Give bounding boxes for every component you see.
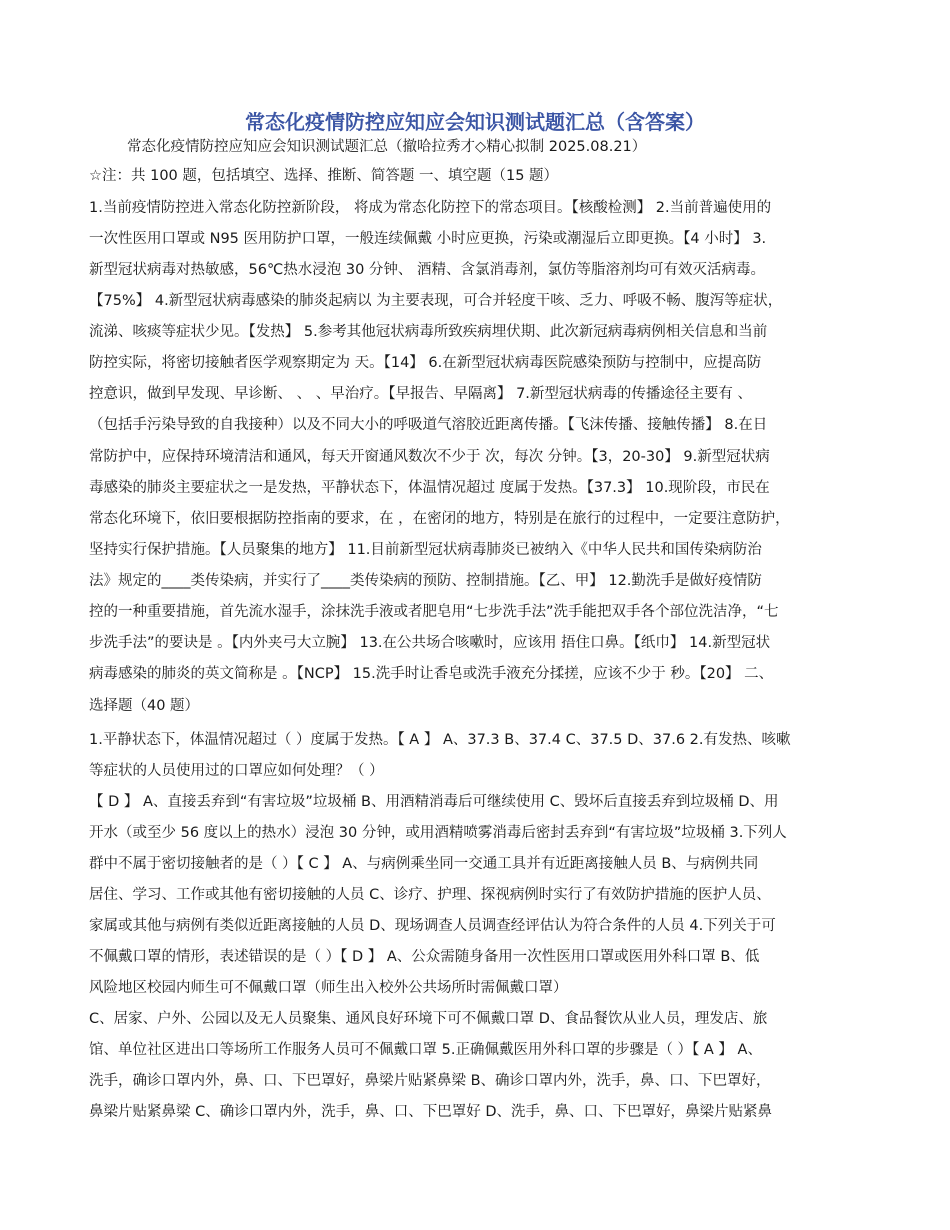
- text-line: 防控实际，将密切接触者医学观察期定为 天。【14】 6.在新型冠状病毒医院感染预防与控制中，应提高防: [89, 355, 762, 371]
- document-subtitle: 常态化疫情防控应知应会知识测试题汇总（撤哈拉秀才◇精心拟制 2025.08.21）: [127, 139, 647, 155]
- text-line: 鼻梁片贴紧鼻梁 C、确诊口罩内外，洗手，鼻、口、下巴罩好 D、洗手，鼻、口、下巴罩好，鼻梁片贴紧鼻: [89, 1104, 773, 1120]
- text-line: 居住、学习、工作或其他有密切接触的人员 C、诊疗、护理、探视病例时实行了有效防护措施的医护人员、: [89, 887, 771, 903]
- text-line: 馆、单位社区进出口等场所工作服务人员可不佩戴口罩 5.正确佩戴医用外科口罩的步骤是（ ）【 A 】 A、: [89, 1042, 762, 1058]
- text-line: C、居家、户外、公园以及无人员聚集、通风良好环境下可不佩戴口罩 D、食品餐饮从业人员，理发店、旅: [89, 1011, 768, 1027]
- text-line: 坚持实行保护措施。【人员聚集的地方】 11.目前新型冠状病毒肺炎已被纳入《中华人民共和国传染病防治: [89, 542, 762, 558]
- text-line: 不佩戴口罩的情形，表述错误的是（ ）【 D 】 A、公众需随身备用一次性医用口罩或医用外科口罩 B、低: [89, 949, 760, 965]
- text-line: 毒感染的肺炎主要症状之一是发热，平静状态下，体温情况超过 度属于发热。【37.3】 10.现阶段，市民在: [89, 480, 770, 496]
- text-line: ☆注：共 100 题，包括填空、选择、推断、简答题 一、填空题（15 题）: [89, 168, 559, 184]
- text-line: 1.当前疫情防控进入常态化防控新阶段， 将成为常态化防控下的常态项目。【核酸检测】 2.当前普遍使用的: [89, 200, 772, 216]
- text-line: 选择题（40 题）: [89, 698, 200, 714]
- text-line: 常态化环境下，依旧要根据防控指南的要求，在 ，在密闭的地方，特别是在旅行的过程中，一定要注意防护，: [89, 511, 790, 527]
- text-line: 开水（或至少 56 度以上的热水）浸泡 30 分钟，或用酒精喷雾消毒后密封丢弃到“有害垃圾”垃圾桶 3.下列人: [89, 825, 787, 841]
- text-line: 步洗手法”的要诀是 。【内外夹弓大立腕】 13.在公共场合咳嗽时，应该用 捂住口鼻。【纸巾】 14.新型冠状: [89, 635, 771, 651]
- document-title: 常态化疫情防控应知应会知识测试题汇总（含答案）: [245, 110, 705, 134]
- text-line: 洗手，确诊口罩内外，鼻、口、下巴罩好，鼻梁片贴紧鼻梁 B、确诊口罩内外，洗手，鼻、口、下巴罩好，: [89, 1073, 771, 1089]
- text-line: 风险地区校园内师生可不佩戴口罩（师生出入校外公共场所时需佩戴口罩）: [89, 980, 568, 996]
- text-line: 法》规定的____类传染病，并实行了____类传染病的预防、控制措施。【乙、甲】 12.勤洗手是做好疫情防: [89, 573, 762, 589]
- text-line: 流涕、咳痰等症状少见。【发热】 5.参考其他冠状病毒所致疾病埋伏期、此次新冠病毒病例相关信息和当前: [89, 324, 768, 340]
- text-line: 家属或其他与病例有类似近距离接触的人员 D、现场调查人员调查经评估认为符合条件的人员 4.下列关于可: [89, 918, 776, 934]
- text-line: 控的一种重要措施，首先流水湿手，涂抹洗手液或者肥皂用“七步洗手法”洗手能把双手各个部位洗洁净，“七: [89, 604, 779, 620]
- text-line: 群中不属于密切接触者的是（ ）【 C 】 A、与病例乘坐同一交通工具并有近距离接触人员 B、与病例共同: [89, 856, 759, 872]
- text-line: 病毒感染的肺炎的英文简称是 。【NCP】 15.洗手时让香皂或洗手液充分揉搓，应该不少于 秒。【20】 二、: [89, 666, 774, 682]
- text-line: （包括手污染导致的自我接种）以及不同大小的呼吸道气溶胶近距离传播。【飞沫传播、接触传播】 8.在日: [89, 417, 768, 433]
- text-line: 新型冠状病毒对热敏感，56℃热水浸泡 30 分钟、 酒精、含氯消毒剂，氯仿等脂溶剂均可有效灭活病毒。: [89, 262, 766, 278]
- text-line: 1.平静状态下，体温情况超过（ ）度属于发热。【 A 】 A、37.3 B、37.4 C、37.5 D、37.6 2.有发热、咳嗽: [89, 732, 791, 748]
- text-line: 常防护中，应保持环境清洁和通风，每天开窗通风数次不少于 次，每次 分钟。【3，20-30】 9.新型冠状病: [89, 449, 770, 465]
- text-line: 控意识，做到早发现、早诊断、 、 、早治疗。【早报告、早隔离】 7.新型冠状病毒的传播途径主要有 、: [89, 386, 753, 402]
- text-line: 一次性医用口罩或 N95 医用防护口罩，一般连续佩戴 小时应更换，污染或潮湿后立即更换。【4 小时】 3.: [89, 231, 767, 247]
- text-line: 【 D 】 A、直接丢弃到“有害垃圾”垃圾桶 B、用酒精消毒后可继续使用 C、毁坏后直接丢弃到垃圾桶 D、用: [89, 794, 779, 810]
- text-line: 等症状的人员使用过的口罩应如何处理？（ ）: [89, 763, 384, 779]
- text-line: 【75%】 4.新型冠状病毒感染的肺炎起病以 为主要表现，可合并轻度干咳、乏力、呼吸不畅、腹泻等症状，: [89, 293, 783, 309]
